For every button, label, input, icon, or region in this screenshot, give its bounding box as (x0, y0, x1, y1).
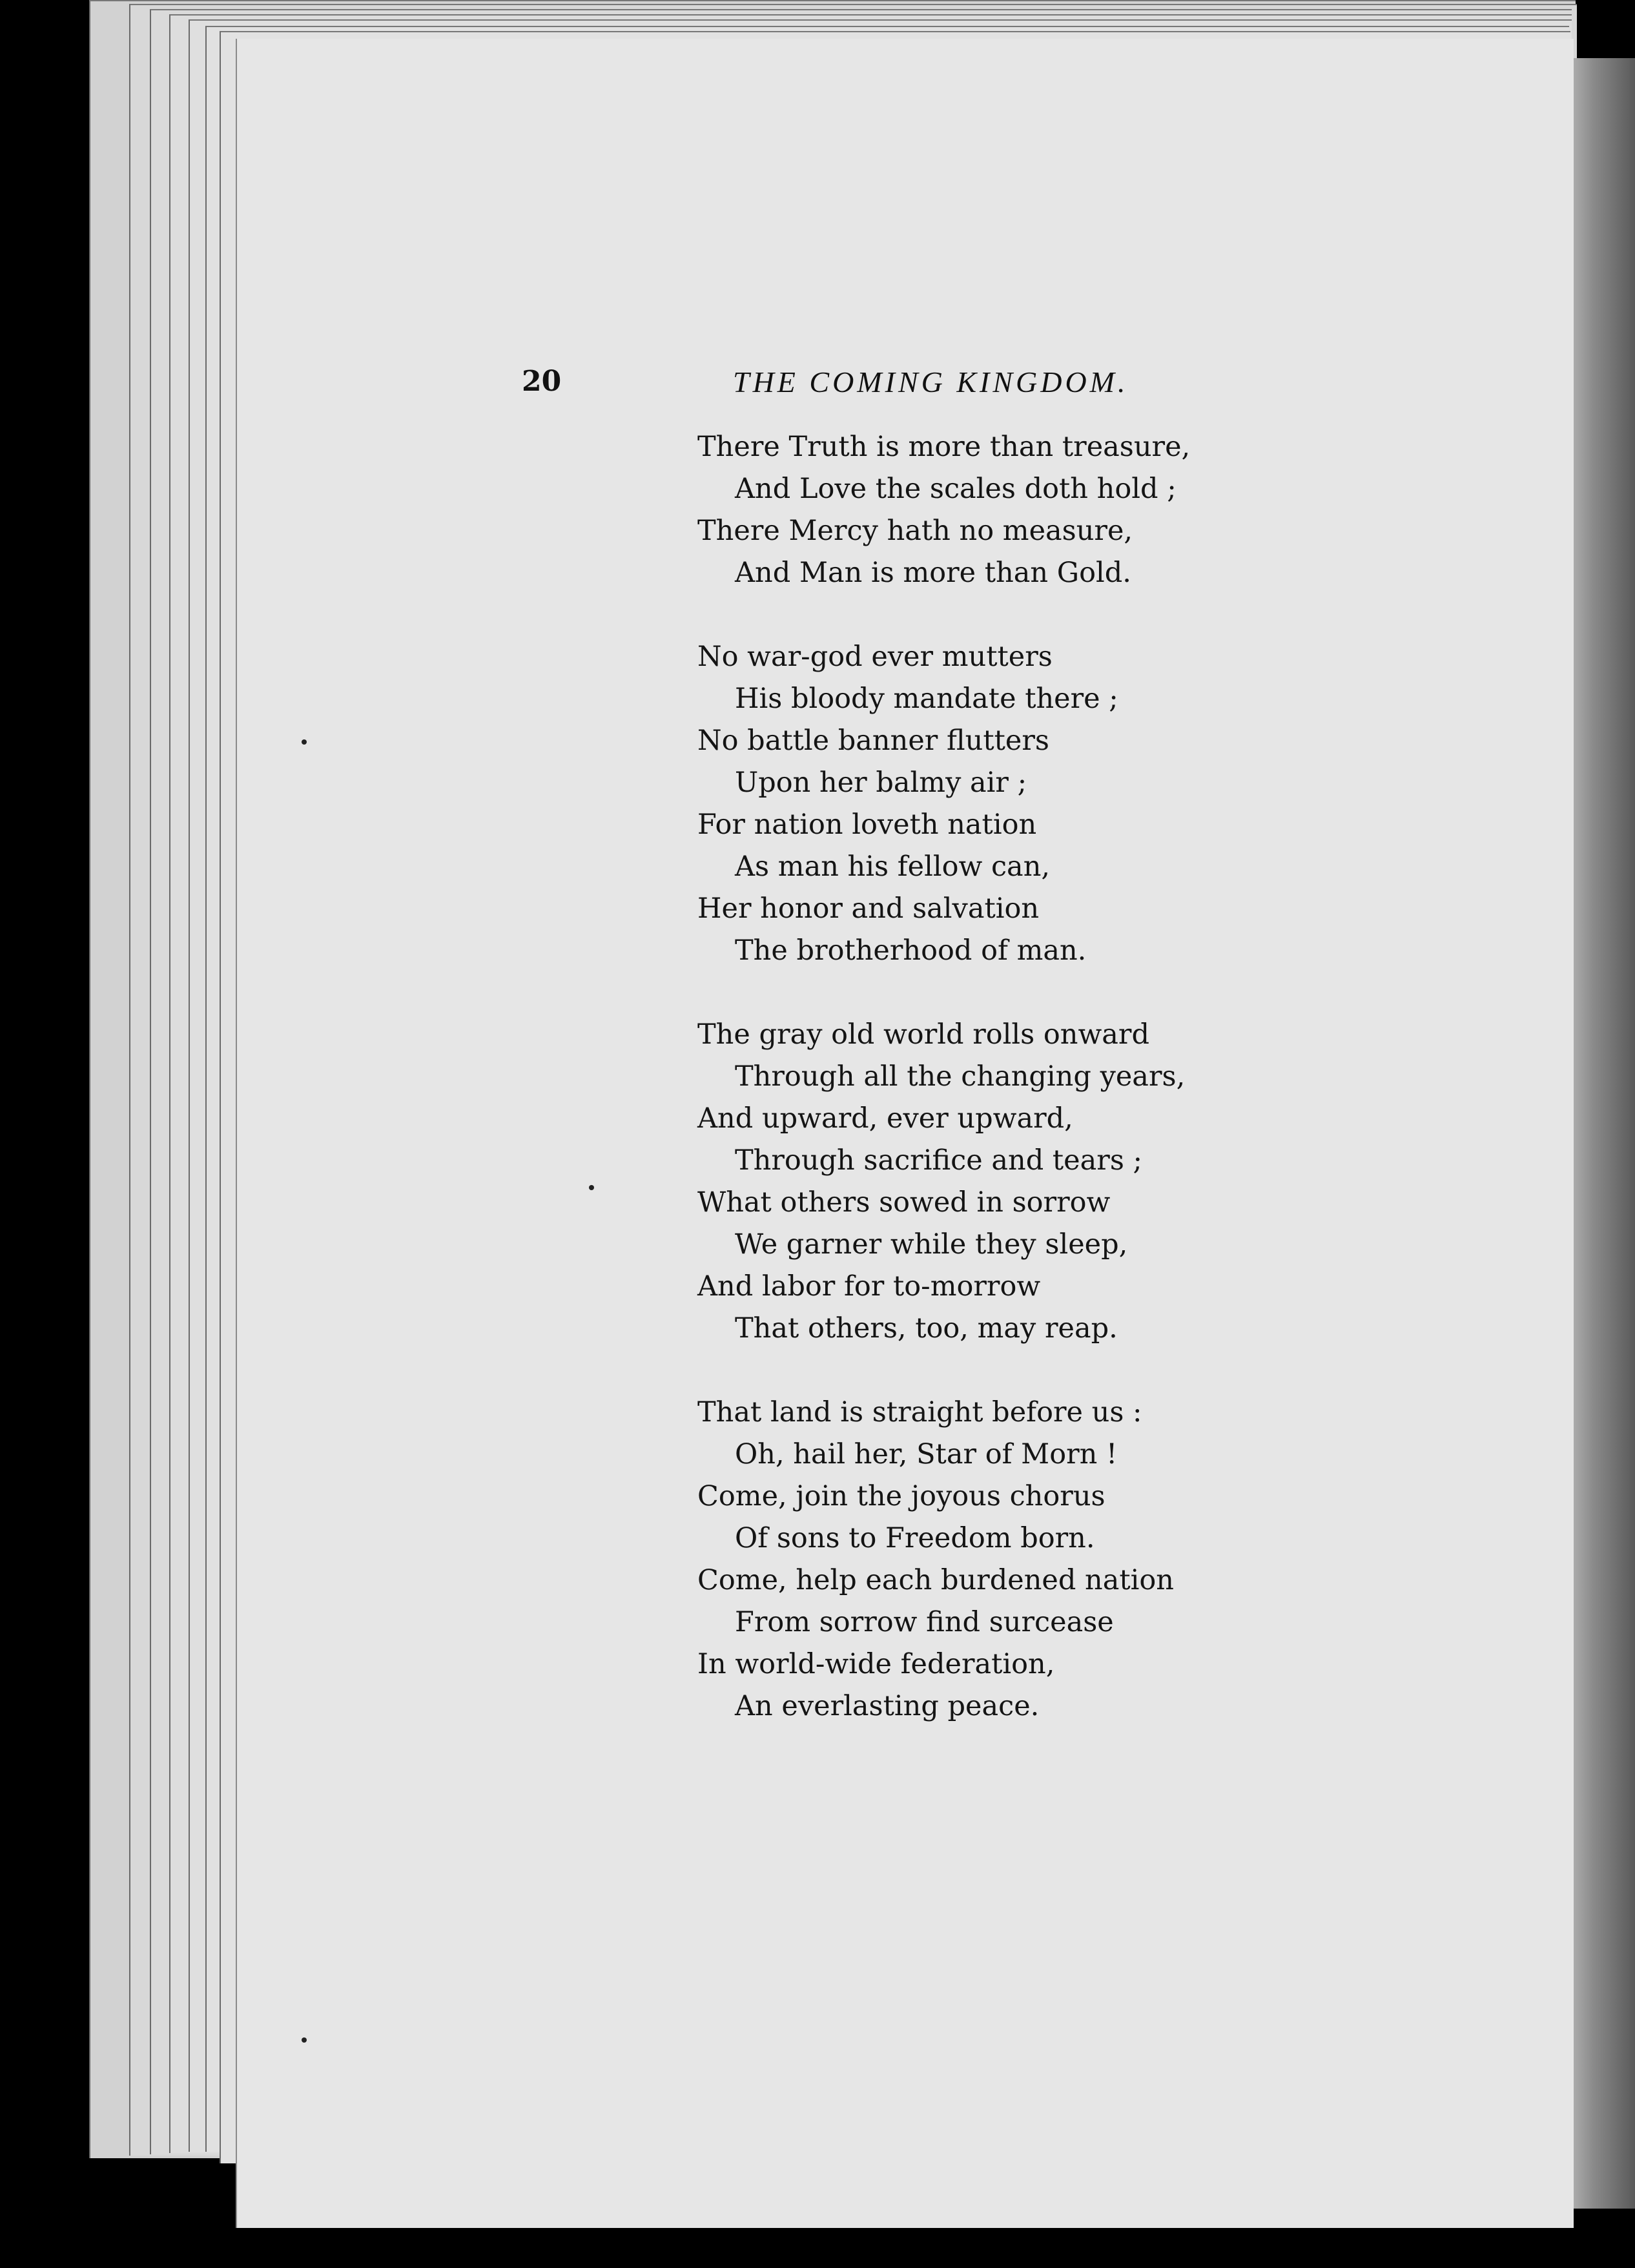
poem-line: And upward, ever upward, (697, 1102, 1073, 1135)
poem-line: There Truth is more than treasure, (697, 431, 1191, 463)
poem-line: No battle banner flutters (697, 725, 1049, 757)
poem-line: Come, help each burdened nation (697, 1564, 1174, 1596)
poem-body (697, 426, 1472, 1769)
poem-line: From sorrow find surcease (735, 1606, 1114, 1638)
stanza (697, 1014, 1472, 1350)
poem-line: Her honor and salvation (697, 892, 1040, 925)
poem-line: Through sacrifice and tears ; (735, 1144, 1143, 1177)
scan-speck (302, 2037, 307, 2043)
poem-line: And Love the scales doth hold ; (735, 473, 1177, 505)
poem-line: Of sons to Freedom born. (735, 1522, 1095, 1554)
stanza (697, 636, 1472, 972)
poem-line: What others sowed in sorrow (697, 1186, 1111, 1219)
poem-line: That others, too, may reap. (735, 1312, 1118, 1345)
poem-line: Oh, hail her, Star of Morn ! (735, 1438, 1118, 1470)
poem-line: And labor for to-morrow (697, 1270, 1041, 1303)
poem-line: The gray old world rolls onward (697, 1018, 1149, 1051)
poem-line: Come, join the joyous chorus (697, 1480, 1105, 1512)
poem-line: There Mercy hath no measure, (697, 515, 1133, 547)
page-number: 20 (522, 365, 562, 398)
poem-line: Through all the changing years, (735, 1060, 1186, 1093)
poem-line: His bloody mandate there ; (735, 683, 1118, 715)
poem-line: The brotherhood of man. (735, 934, 1087, 967)
poem-line: And Man is more than Gold. (735, 557, 1131, 589)
book-gutter-shadow (1566, 58, 1635, 2209)
page-header (237, 365, 1574, 404)
poem-line: We garner while they sleep, (735, 1228, 1128, 1261)
stanza (697, 426, 1472, 594)
poem-line: An everlasting peace. (735, 1690, 1040, 1722)
poem-line: No war-god ever mutters (697, 641, 1053, 673)
poem-line: That land is straight before us : (697, 1396, 1142, 1428)
poem-line: Upon her balmy air ; (735, 767, 1027, 799)
book-page (236, 39, 1574, 2228)
poem-line: As man his fellow can, (735, 850, 1051, 883)
poem-line: For nation loveth nation (697, 809, 1037, 841)
scan-speck (302, 739, 307, 745)
scan-speck (589, 1185, 594, 1190)
poem-line: In world-wide federation, (697, 1648, 1055, 1680)
running-title: THE COMING KINGDOM. (733, 366, 1129, 398)
stanza (697, 1392, 1472, 1727)
